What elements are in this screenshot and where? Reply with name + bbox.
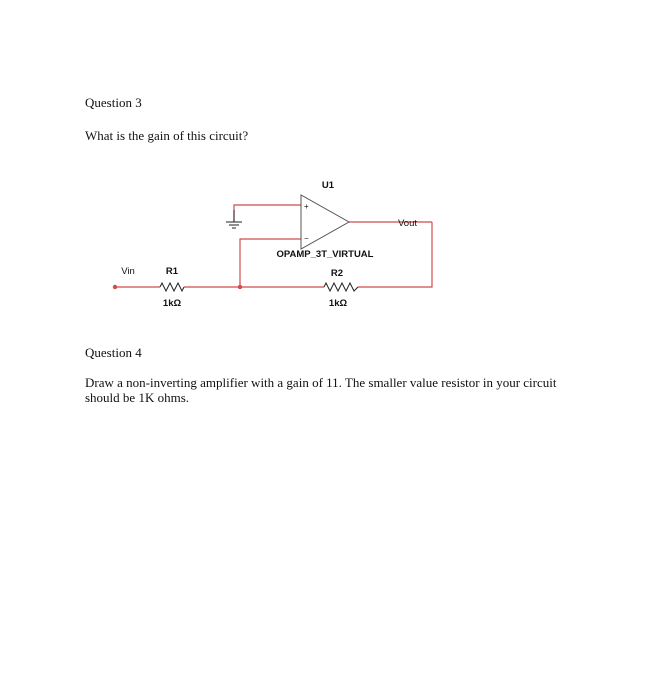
circuit-wires: [115, 205, 432, 287]
question-3-title: Question 3: [85, 95, 142, 110]
junction-node: [238, 285, 242, 289]
opamp-model-label: OPAMP_3T_VIRTUAL: [276, 249, 374, 260]
question-3-text: What is the gain of this circuit?: [85, 128, 249, 143]
minus-input-symbol: −: [304, 234, 309, 243]
r1-name-label: R1: [165, 266, 179, 277]
ground-icon: [226, 210, 242, 228]
question-4-title: Question 4: [85, 345, 142, 360]
r2-value-label: 1kΩ: [328, 298, 348, 309]
vin-node: [113, 285, 117, 289]
vin-label: Vin: [121, 266, 135, 277]
opamp-ref-label: U1: [321, 180, 335, 191]
r1-value-label: 1kΩ: [162, 298, 182, 309]
opamp-symbol: [301, 195, 349, 249]
inverting-input-wire: [240, 239, 301, 287]
circuit-diagram: [0, 0, 660, 340]
r1-resistor-icon: [160, 283, 184, 291]
r2-name-label: R2: [330, 268, 344, 279]
r2-resistor-icon: [324, 283, 358, 291]
plus-input-symbol: +: [304, 202, 309, 211]
question-4-text: Draw a non-inverting amplifier with a gain of 11. The smaller value resistor in your circuit should be 1K ohms.: [85, 375, 557, 405]
ground-wire: [234, 205, 301, 222]
vout-label: Vout: [398, 218, 418, 229]
